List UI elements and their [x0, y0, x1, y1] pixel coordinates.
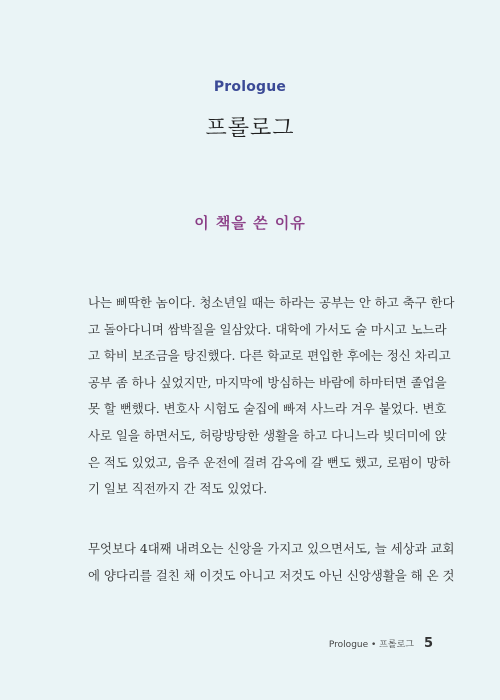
running-footer-label: Prologue • 프롤로그 — [328, 640, 414, 650]
page-footer — [329, 636, 433, 651]
paragraph-line: 고 학비 보조금을 탕진했다. 다른 학교로 편입한 후에는 정신 차리고 — [88, 348, 451, 364]
paragraph-line: 못 할 뻔했다. 변호사 시험도 술집에 빠져 사느라 겨우 붙었다. 변호 — [88, 401, 447, 417]
paragraph-line: 무엇보다 4대째 내려오는 신앙을 가지고 있으면서도, 늘 세상과 교회 — [88, 541, 455, 556]
body-paragraph-1 — [88, 290, 455, 503]
paragraph-line: 고 돌아다니며 쌈박질을 일삼았다. 대학에 가서도 술 마시고 노느라 — [88, 321, 447, 337]
paragraph-line: 나는 삐딱한 놈이다. 청소년일 때는 하라는 공부는 안 하고 축구 한다 — [88, 295, 455, 310]
paragraph-line: 기 일보 직전까지 간 적도 있었다. — [88, 481, 268, 497]
paragraph-line: 에 양다리를 걸친 채 이것도 아니고 저것도 아닌 신앙생활을 해 온 것 — [88, 567, 455, 583]
paragraph-line: 공부 좀 하나 싶었지만, 마지막에 방심하는 바람에 하마터면 졸업을 — [88, 374, 447, 390]
chapter-title: 프롤로그 — [205, 116, 295, 141]
paragraph-line: 사로 일을 하면서도, 허랑방탕한 생활을 하고 다니느라 빚더미에 앉 — [88, 427, 447, 443]
body-paragraph-2 — [88, 536, 455, 589]
chapter-eyebrow: Prologue — [213, 79, 287, 95]
page-number: 5 — [423, 636, 433, 651]
section-subtitle: 이 책을 쓴 이유 — [194, 214, 306, 232]
paragraph-line: 은 적도 있었고, 음주 운전에 걸려 감옥에 갈 뻔도 했고, 로펌이 망하 — [88, 454, 451, 470]
